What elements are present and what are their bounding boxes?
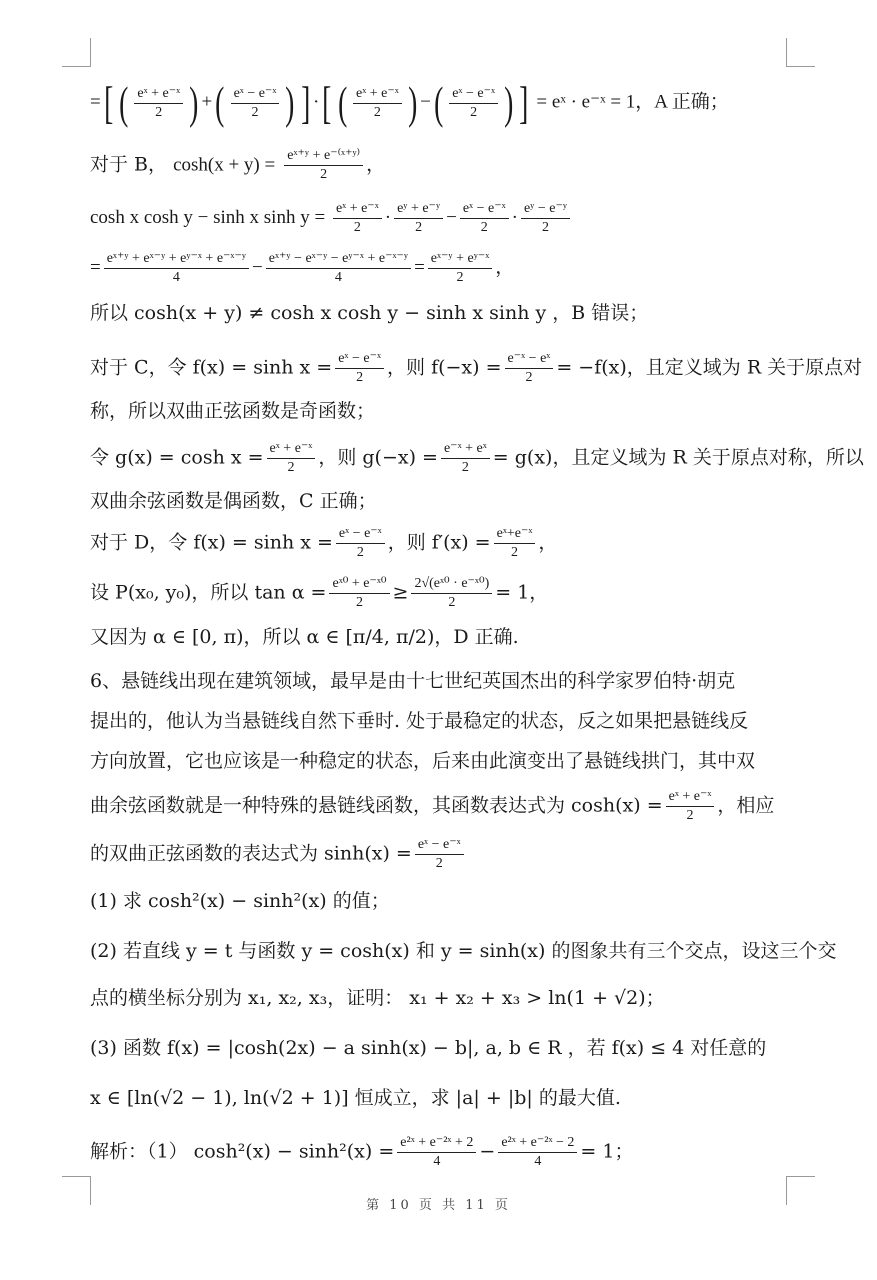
line-option-b-intro: 对于 B， cosh(x + y) = $\frac{\text{eˣ⁺ʸ + e⁻⁽ˣ⁺ʸ⁾}}{2}$ ， [90, 148, 386, 182]
question-6-part-2-line-2: 点的横坐标分别为 x₁, x₂, x₃，证明： x₁ + x₂ + x₃ > ln(1 + √2)； [90, 987, 665, 1009]
line-option-d-tangent: 设 P(x₀, y₀)，所以 tan α = $\frac{\text{eˣ⁰ + e⁻ˣ⁰}}{2}$ ≥ $\frac{\text{2√(eˣ⁰ · e⁻ˣ⁰)}}{2}$ = 1， [90, 576, 549, 610]
question-6-part-2-line-1: (2) 若直线 y = t 与函数 y = cosh(x) 和 y = sinh(x) 的图象共有三个交点，设这三个交 [90, 940, 837, 962]
line-option-b-expand: cosh x cosh y − sinh x sinh y = $\frac{\text{eˣ + e⁻ˣ}}{2}$ · $\frac{\text{eʸ + e⁻ʸ}}{2}$ − $\frac{\text{eˣ − e⁻ˣ}}{2}$ · $\frac{\text{eʸ − e⁻ʸ}}{2}$ [90, 200, 837, 237]
line-option-d-conclusion: 又因为 α ∈ [0, π)，所以 α ∈ [π/4, π/2)，D 正确. [90, 626, 519, 648]
line-option-c-conclusion: 双曲余弦函数是偶函数，C 正确； [90, 490, 377, 512]
line-option-c-even: 令 g(x) = cosh x = $\frac{\text{eˣ + e⁻ˣ}}{2}$ ，则 g(−x) = $\frac{\text{e⁻ˣ + eˣ}}{2}$ = g(x)，且定义域为 R 关于原点对称，所以 [90, 441, 864, 475]
page-number-footer: 第 10 页 共 11 页 [366, 1198, 511, 1213]
line-option-d-derivative: 对于 D，令 f(x) = sinh x = $\frac{\text{eˣ − e⁻ˣ}}{2}$ ，则 f′(x) = $\frac{\text{eˣ+e⁻ˣ}}{2}$ ， [90, 526, 558, 560]
line1-tail: = eˣ · e⁻ˣ = 1，A 正确； [536, 91, 729, 113]
question-6-line-5: 的双曲正弦函数的表达式为 sinh(x) = $\frac{\text{eˣ − e⁻ˣ}}{2}$ [90, 836, 837, 873]
corner-mark-top-left [62, 38, 91, 67]
line-cosh-sinh-product: =[ ( $\frac{\text{eˣ + e⁻ˣ}}{2}$ ) +( $\frac{\text{eˣ − e⁻ˣ}}{2}$ ) ] ·[ ( $\frac{\text{eˣ + e⁻ˣ}}{2}$ ) −( $\frac{\text{eˣ − e⁻ˣ}}{2}$ ) ] = eˣ · e⁻ˣ = 1，A 正确； [90, 77, 729, 128]
line-option-c-odd: 对于 C，令 f(x) = sinh x = $\frac{\text{eˣ − e⁻ˣ}}{2}$ ，则 f(−x) = $\frac{\text{e⁻ˣ − eˣ}}{2}$ = −f(x)，且定义域为 R 关于原点对 [90, 351, 863, 385]
question-6-part-1: (1) 求 cosh²(x) − sinh²(x) 的值； [90, 890, 390, 912]
question-6-line-4: 曲余弦函数就是一种特殊的悬链线函数，其函数表达式为 cosh(x) = $\frac{\text{eˣ + e⁻ˣ}}{2}$ ，相应 [90, 789, 775, 823]
question-6-line-1: 6、悬链线出现在建筑领域，最早是由十七世纪英国杰出的科学家罗伯特·胡克 [90, 670, 736, 692]
question-6-part-3-line-2: x ∈ [ln(√2 − 1), ln(√2 + 1)] 恒成立，求 |a| + |b| 的最大值. [90, 1087, 621, 1109]
solution-part-1: 解析：（1） cosh²(x) − sinh²(x) = $\frac{\text{e²ˣ + e⁻²ˣ + 2}}{4}$ − $\frac{\text{e²ˣ + e⁻²ˣ − 2}}{4}$ = 1； [90, 1135, 634, 1169]
line-option-b-conclusion: 所以 cosh(x + y) ≠ cosh x cosh y − sinh x sinh y ，B 错误； [90, 302, 649, 324]
question-6-part-3-line-1: (3) 函数 f(x) = |cosh(2x) − a sinh(x) − b|, a, b ∈ R ，若 f(x) ≤ 4 对任意的 [90, 1037, 767, 1059]
question-6-line-3: 方向放置，它也应该是一种稳定的状态，后来由此演变出了悬链线拱门，其中双 [90, 750, 756, 772]
line-option-c-odd-cont: 称，所以双曲正弦函数是奇函数； [90, 400, 376, 422]
question-6-line-2: 提出的，他认为当悬链线自然下垂时. 处于最稳定的状态，反之如果把悬链线反 [90, 710, 749, 732]
corner-mark-top-right [786, 38, 815, 67]
line-option-b-simplify: = $\frac{\text{eˣ⁺ʸ + eˣ⁻ʸ + eʸ⁻ˣ + e⁻ˣ⁻ʸ}}{4}$ − $\frac{\text{eˣ⁺ʸ − eˣ⁻ʸ − eʸ⁻ˣ + e⁻ˣ⁻ʸ}}{4}$ = $\frac{\text{eˣ⁻ʸ + eʸ⁻ˣ}}{2}$ ， [90, 251, 515, 285]
